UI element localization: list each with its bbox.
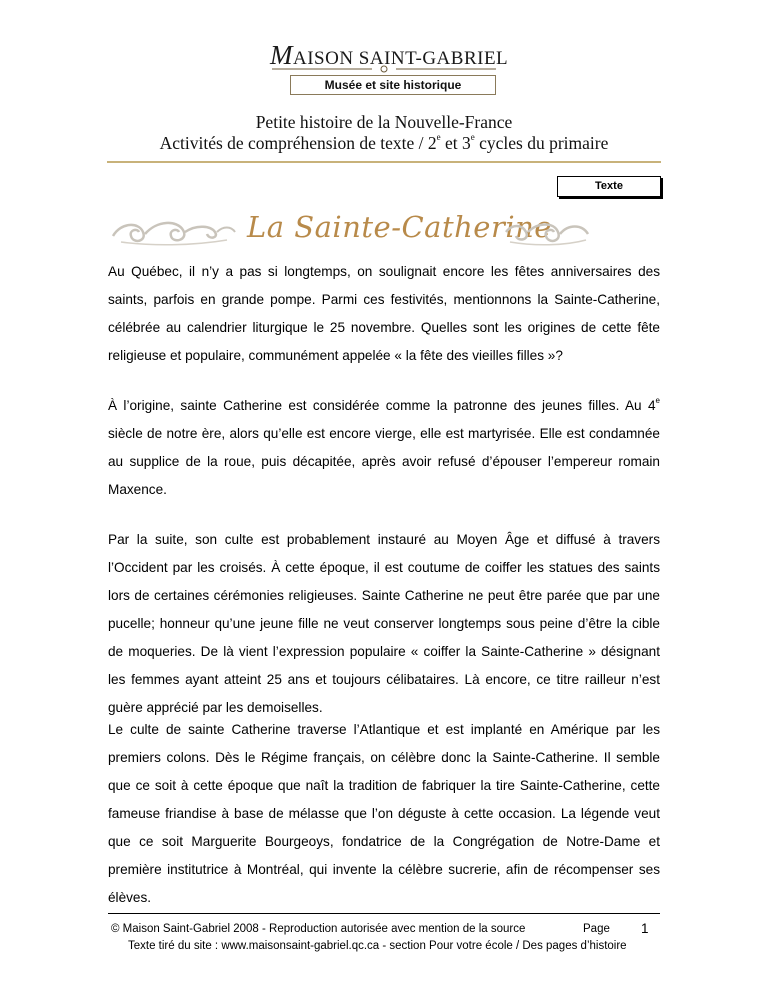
header-divider — [107, 161, 661, 163]
page-title: La Sainte-Catherine — [247, 210, 552, 244]
logo-title: MAISON SAINT-GABRIEL — [270, 40, 509, 70]
texte-badge: Texte — [557, 176, 661, 197]
footer-source: Texte tiré du site : www.maisonsaint-gabriel.qc.ca - section Pour votre école / Des pages d’histoire — [128, 940, 627, 952]
footer-copyright: © Maison Saint-Gabriel 2008 - Reproduction autorisée avec mention de la source — [111, 923, 526, 935]
footer-page-label: Page — [583, 923, 610, 935]
left-ornament-icon — [111, 214, 237, 248]
paragraph-1: Au Québec, il n’y a pas si longtemps, on soulignait encore les fêtes anniversaires des saints, parfois en grande pompe. Parmi ces festivités, mentionnons la Sainte-Catherine, célébrée au calendrier liturgique le 25 novembre. Quelles sont les origines de cette fête religieuse et populaire, communément appelée « la fête des vieilles filles »? — [108, 264, 660, 363]
right-ornament-icon — [504, 214, 590, 248]
paragraph-2: À l’origine, sainte Catherine est considérée comme la patronne des jeunes filles. Au 4e siècle de notre ère, alors qu’elle est encore vierge, elle est martyrisée. Elle est condamnée au supplice de la roue, puis décapitée, après avoir refusé d’épouser l’empereur romain Maxence. — [108, 396, 660, 497]
paragraph-3: Par la suite, son culte est probablement instauré au Moyen Âge et diffusé à travers l’Occident par les croisés. À cette époque, il est coutume de coiffer les statues des saints lors de certaines cérémonies religieuses. Sainte Catherine ne peut être parée que par une pucelle; honneur qu’une jeune fille ne veut conserver longtemps sous peine d’être la cible de moqueries. De là vient l’expression populaire « coiffer la Sainte-Catherine » désignant les femmes ayant atteint 25 ans et toujours célibataires. Là encore, ce titre railleur n’est guère apprécié par les demoiselles. — [108, 532, 660, 715]
logo-subtitle: Musée et site historique — [290, 75, 496, 95]
paragraph-4: Le culte de sainte Catherine traverse l’Atlantique et est implanté en Amérique par les premiers colons. Dès le Régime français, on célèbre donc la Sainte-Catherine. Il semble que ce soit à cette époque que naît la tradition de fabriquer la tire Sainte-Catherine, cette fameuse friandise à base de mélasse que l’on déguste à cette occasion. La légende veut que ce soit Marguerite Bourgeoys, fondatrice de la Congrégation de Notre-Dame et première institutrice à Montréal, qui invente la célèbre sucrerie, afin de récompenser ses élèves. — [108, 722, 660, 905]
footer-divider — [108, 913, 660, 914]
header-line-1: Petite histoire de la Nouvelle-France — [255, 112, 513, 132]
maison-saint-gabriel-logo — [268, 40, 509, 92]
header-line-2: Activités de compréhension de texte / 2e et 3e cycles du primaire — [159, 132, 609, 153]
title-banner — [107, 206, 661, 252]
footer-page-number: 1 — [641, 921, 649, 936]
logo-ornament-icon — [268, 65, 500, 73]
